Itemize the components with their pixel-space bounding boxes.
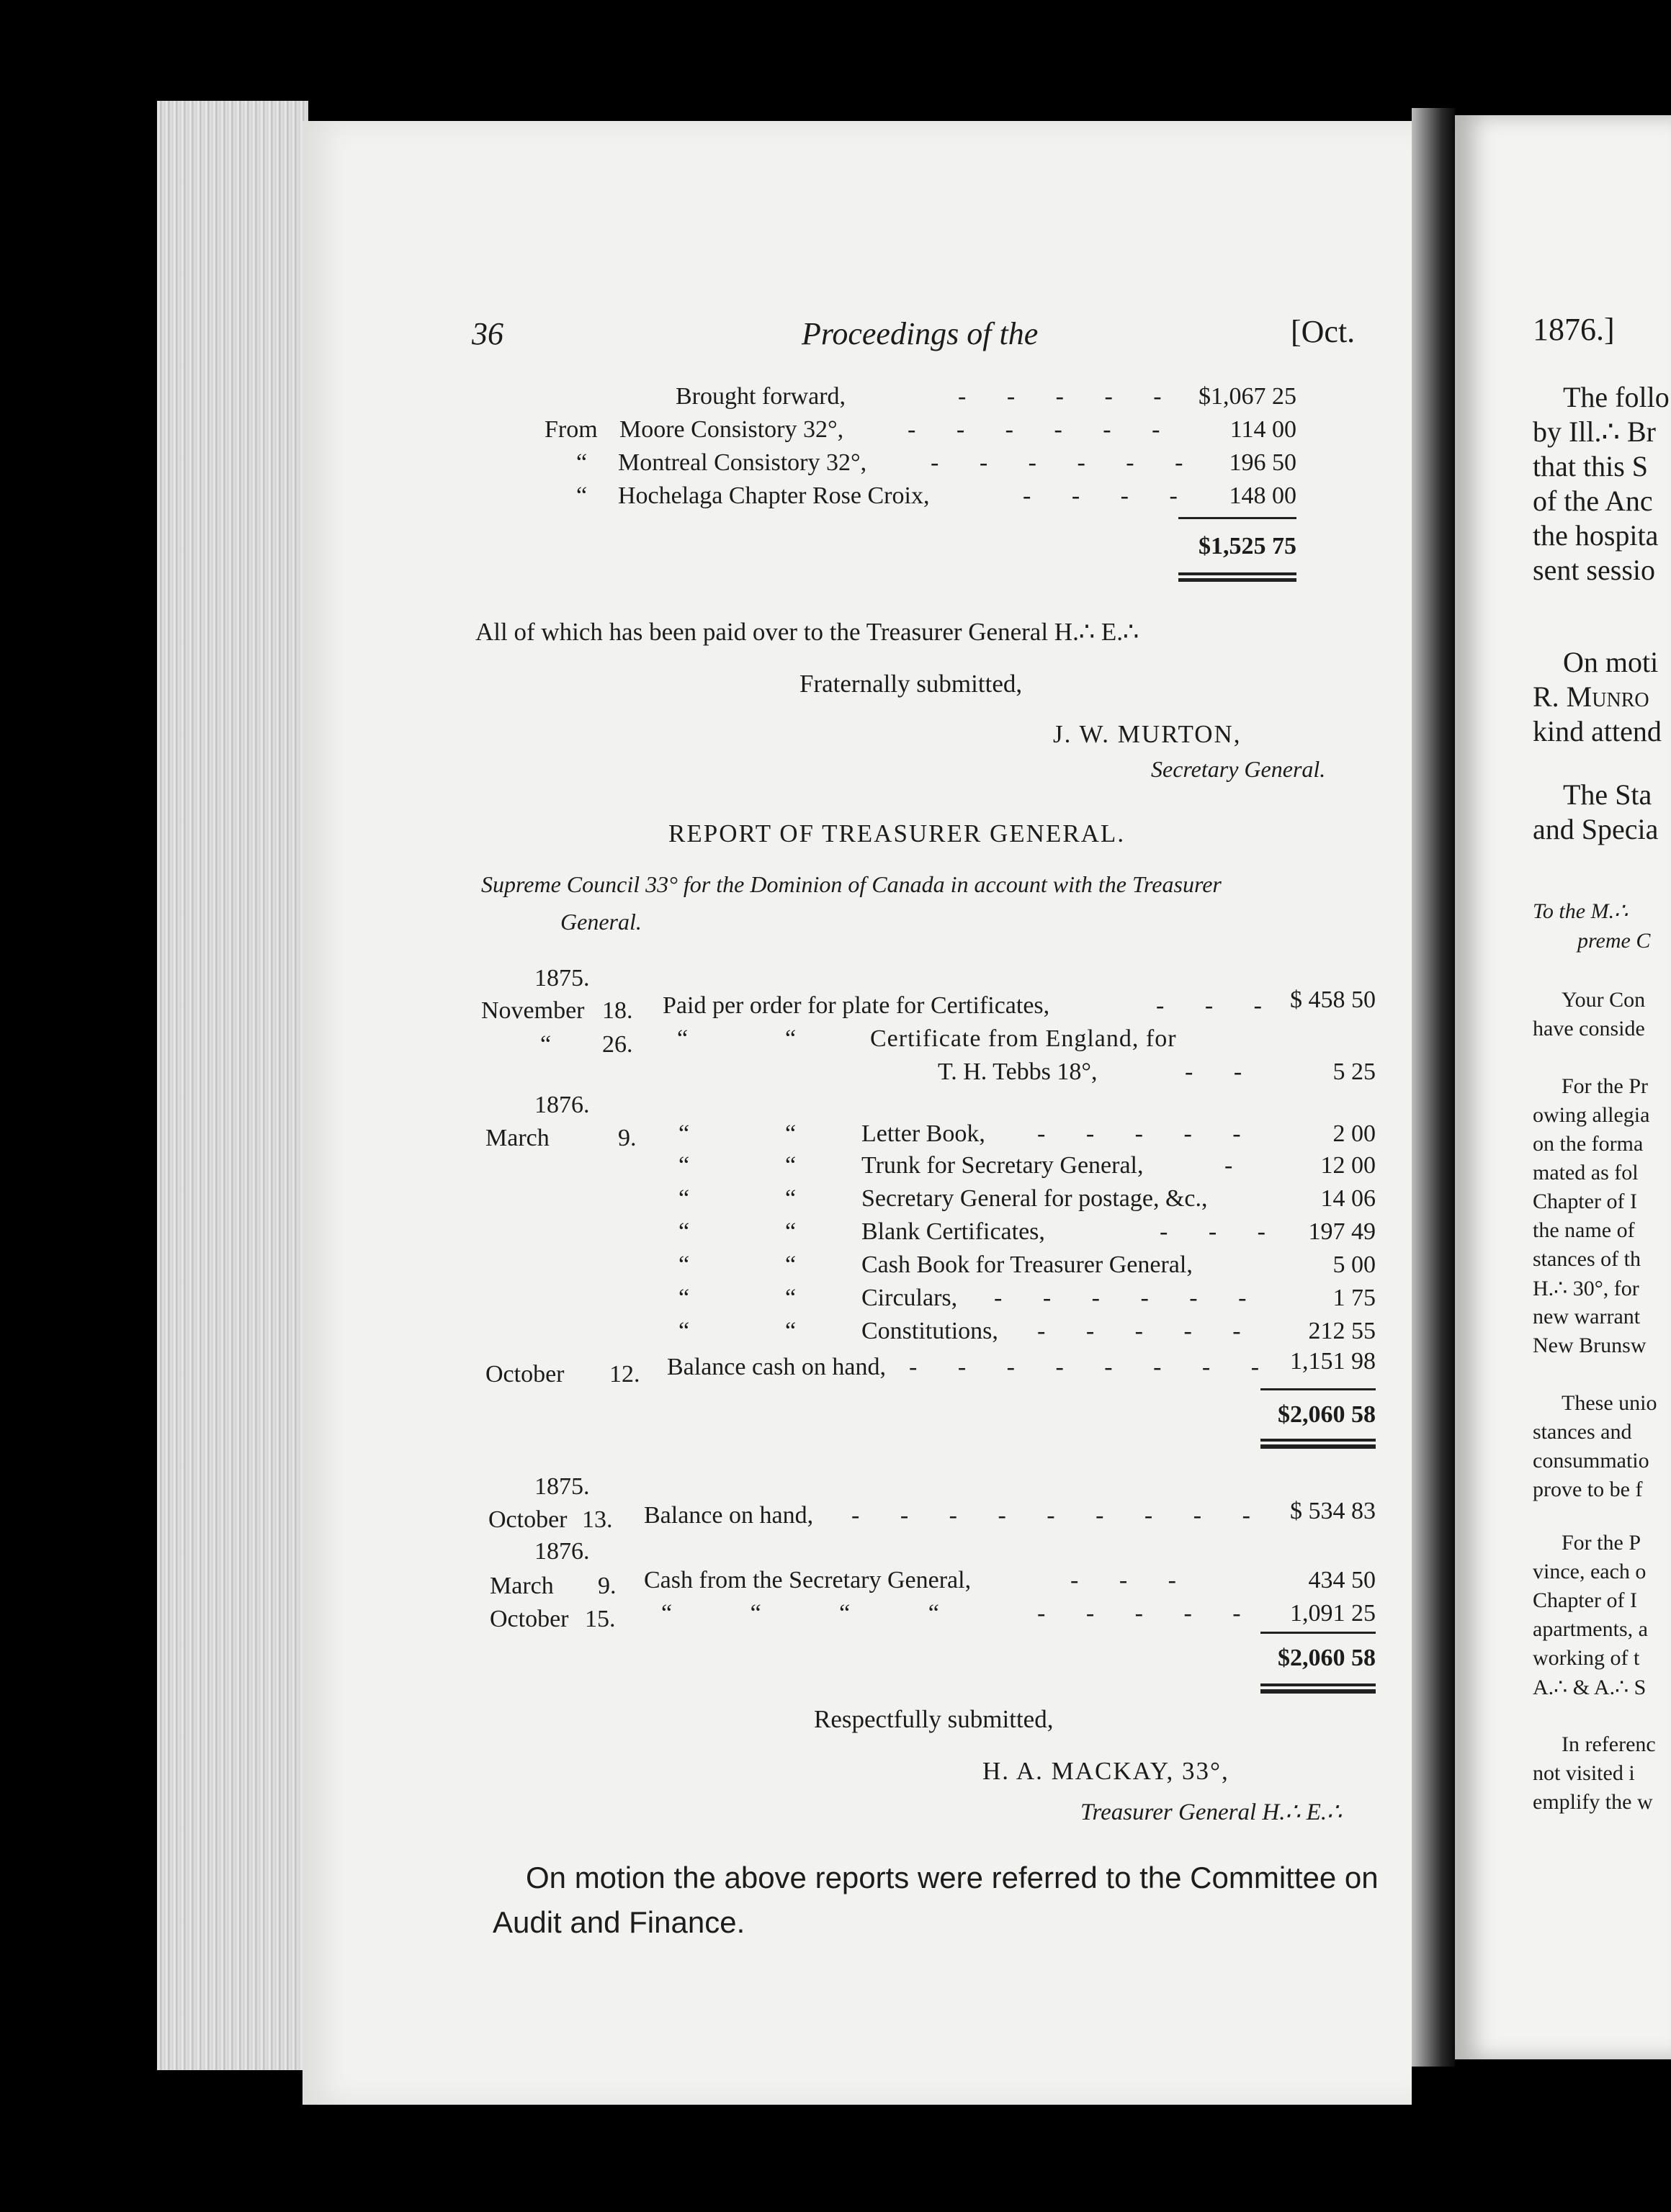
forward-total: $1,525 75 <box>1199 533 1296 559</box>
right-page-year: 1876.] <box>1533 312 1615 347</box>
right-small-line: For the P <box>1562 1531 1641 1555</box>
right-small-line: mated as fol <box>1533 1161 1639 1184</box>
payment-amount: 1 75 <box>1332 1285 1376 1311</box>
receipts-total-rule <box>1260 1689 1376 1694</box>
payment-day: 18. <box>602 997 633 1024</box>
ditto-mark: “ <box>785 1251 797 1278</box>
forward-text: Moore Consistory 32°, <box>619 416 844 443</box>
forward-leader: - - - - - - <box>931 449 1201 476</box>
right-text-line: the hospita <box>1533 519 1659 552</box>
payment-desc: Trunk for Secretary General, <box>861 1152 1144 1179</box>
payment-month: “ <box>540 1031 552 1058</box>
forward-text: Brought forward, <box>676 383 846 410</box>
right-text-line: kind attend <box>1533 715 1662 747</box>
payments-subtotal-rule <box>1260 1388 1376 1390</box>
forward-prefix: From <box>545 416 598 443</box>
receipt-leader: - - - - - <box>1037 1600 1258 1627</box>
forward-prefix: “ <box>576 449 588 476</box>
right-small-line: Your Con <box>1562 988 1646 1012</box>
forward-subtotal-rule <box>1178 517 1296 519</box>
payment-desc: Certificate from England, for <box>870 1025 1177 1052</box>
forward-text: Hochelaga Chapter Rose Croix, <box>618 482 930 509</box>
receipt-month: October <box>490 1606 569 1632</box>
forward-total-rule <box>1178 578 1296 582</box>
payment-desc: Paid per order for plate for Certificates, <box>663 992 1050 1019</box>
receipt-leader: - - - <box>1070 1567 1193 1593</box>
right-small-line: A.∴ & A.∴ S <box>1533 1676 1647 1699</box>
ditto-mark: “ <box>785 1318 797 1344</box>
right-small-line: Chapter of I <box>1533 1190 1637 1213</box>
ditto-mark: “ “ “ “ <box>661 1600 939 1627</box>
forward-total-rule <box>1178 572 1296 575</box>
forward-amount: $1,067 25 <box>1199 383 1296 410</box>
right-text-line: of the Anc <box>1533 485 1653 517</box>
right-small-line: owing allegia <box>1533 1103 1650 1127</box>
account-heading: Supreme Council 33° for the Dominion of Canada in account with the Treasurer <box>481 871 1222 897</box>
ditto-mark: “ <box>678 1152 690 1179</box>
payment-desc: T. H. Tebbs 18°, <box>938 1058 1098 1085</box>
right-text-line: The follo <box>1563 381 1670 413</box>
signer-name: J. W. MURTON, <box>1053 720 1242 748</box>
payment-leader: - - - - - - <box>994 1285 1264 1311</box>
ditto-mark: “ <box>785 1120 797 1147</box>
treasurer-title: Treasurer General H.∴ E.∴ <box>1080 1799 1343 1825</box>
ditto-mark: “ <box>785 1285 797 1311</box>
receipt-day: 13. <box>582 1506 613 1533</box>
running-title: Proceedings of the <box>802 316 1039 351</box>
year-label: 1876. <box>534 1092 590 1118</box>
page-number: 36 <box>472 316 503 351</box>
year-label: 1876. <box>534 1538 590 1565</box>
payment-amount: 5 00 <box>1332 1251 1376 1278</box>
ditto-mark: “ <box>785 1152 797 1179</box>
payment-desc: Cash Book for Treasurer General, <box>861 1251 1193 1278</box>
right-italic-line: preme C <box>1577 929 1651 953</box>
payment-day: 26. <box>602 1031 633 1058</box>
forward-amount: 114 00 <box>1229 416 1296 443</box>
forward-leader: - - - - - <box>958 383 1179 410</box>
receipt-amount: $ 534 83 <box>1290 1498 1376 1524</box>
payment-leader: - - - <box>1160 1218 1283 1245</box>
right-small-line: new warrant <box>1533 1305 1641 1328</box>
forward-leader: - - - - <box>1023 482 1195 509</box>
receipts-total: $2,060 58 <box>1278 1645 1376 1671</box>
payment-desc: Secretary General for postage, &c., <box>861 1185 1208 1212</box>
payment-leader: - - - - - <box>1037 1318 1258 1344</box>
book-page-edges <box>157 101 308 2070</box>
ditto-mark: “ <box>677 1025 689 1052</box>
ditto-mark: “ <box>678 1218 690 1245</box>
payment-amount: $ 458 50 <box>1290 986 1376 1013</box>
receipt-month: March <box>490 1573 554 1599</box>
ditto-mark: “ <box>678 1185 690 1212</box>
receipt-desc: Cash from the Secretary General, <box>644 1567 972 1593</box>
receipts-total-rule <box>1260 1683 1376 1686</box>
right-small-line: For the Pr <box>1562 1074 1648 1098</box>
receipt-day: 15. <box>585 1606 616 1632</box>
payment-month: November <box>481 997 585 1024</box>
motion-line: On motion the above reports were referred to the Committee on <box>526 1861 1379 1894</box>
ditto-mark: “ <box>785 1025 797 1052</box>
right-small-line: emplify the w <box>1533 1790 1653 1814</box>
forward-amount: 196 50 <box>1229 449 1296 476</box>
receipt-day: 9. <box>598 1573 617 1599</box>
payment-amount: 2 00 <box>1332 1120 1376 1147</box>
payment-amount: 197 49 <box>1308 1218 1376 1245</box>
payments-total-rule <box>1260 1439 1376 1442</box>
forward-amount: 148 00 <box>1229 482 1296 509</box>
right-small-line: prove to be f <box>1533 1478 1643 1501</box>
report-title: REPORT OF TREASURER GENERAL. <box>668 819 1126 848</box>
forward-leader: - - - - - - <box>908 416 1178 443</box>
right-small-line: consummatio <box>1533 1449 1649 1473</box>
ditto-mark: “ <box>678 1285 690 1311</box>
right-small-line: apartments, a <box>1533 1617 1648 1641</box>
right-small-line: vince, each o <box>1533 1560 1647 1583</box>
payment-desc: Blank Certificates, <box>861 1218 1045 1245</box>
receipt-leader: - - - - - - - - - <box>851 1502 1268 1529</box>
receipts-subtotal-rule <box>1260 1632 1376 1634</box>
right-text-line: R. Munro <box>1533 680 1649 713</box>
payment-month: March <box>485 1125 550 1151</box>
account-heading-cont: General. <box>560 909 642 935</box>
year-label: 1875. <box>534 965 590 992</box>
forward-text: Montreal Consistory 32°, <box>618 449 867 476</box>
receipt-amount: 1,091 25 <box>1290 1600 1376 1627</box>
right-small-line: New Brunsw <box>1533 1334 1647 1357</box>
fraternally-submitted: Fraternally submitted, <box>799 670 1023 698</box>
ditto-mark: “ <box>785 1185 797 1212</box>
payment-leader: - - - - - <box>1037 1120 1258 1147</box>
treasurer-name: H. A. MACKAY, 33°, <box>982 1757 1229 1785</box>
right-text-line: On moti <box>1563 646 1659 678</box>
motion-line-cont: Audit and Finance. <box>493 1905 745 1939</box>
respectfully-submitted: Respectfully submitted, <box>814 1705 1054 1733</box>
receipt-amount: 434 50 <box>1308 1567 1376 1593</box>
right-small-line: stances of th <box>1533 1247 1641 1271</box>
payment-day: 9. <box>618 1125 637 1151</box>
payment-leader: - - - <box>1156 992 1279 1019</box>
right-small-line: the name of <box>1533 1218 1635 1242</box>
ditto-mark: “ <box>785 1218 797 1245</box>
year-label: 1875. <box>534 1473 590 1500</box>
payment-leader: - - - - - - - - <box>909 1354 1277 1380</box>
right-small-line: not visited i <box>1533 1761 1635 1785</box>
signer-title: Secretary General. <box>1151 756 1326 782</box>
payment-leader: - - <box>1185 1058 1260 1085</box>
payments-total: $2,060 58 <box>1278 1401 1376 1428</box>
payments-total-rule <box>1260 1444 1376 1449</box>
ditto-mark: “ <box>678 1251 690 1278</box>
receipt-desc: Balance on hand, <box>644 1502 814 1529</box>
payment-month: October <box>485 1361 565 1388</box>
right-text-line: by Ill.∴ Br <box>1533 415 1656 448</box>
running-month: [Oct. <box>1291 314 1356 349</box>
right-text-line: sent sessio <box>1533 554 1655 586</box>
paid-note: All of which has been paid over to the Treasurer General H.∴ E.∴ <box>475 618 1139 646</box>
right-small-line: have conside <box>1533 1017 1645 1040</box>
payment-amount: 12 00 <box>1320 1152 1376 1179</box>
payment-amount: 14 06 <box>1320 1185 1376 1212</box>
right-small-line: H.∴ 30°, for <box>1533 1277 1639 1300</box>
payment-desc: Circulars, <box>861 1285 958 1311</box>
payment-desc: Constitutions, <box>861 1318 998 1344</box>
right-small-line: Chapter of I <box>1533 1588 1637 1612</box>
right-italic-line: To the M.∴ <box>1533 899 1629 923</box>
ditto-mark: “ <box>678 1120 690 1147</box>
receipt-month: October <box>488 1506 568 1533</box>
right-small-line: In referenc <box>1562 1732 1656 1756</box>
payment-desc: Balance cash on hand, <box>667 1354 886 1380</box>
book-gutter <box>1412 108 1455 2067</box>
right-page <box>1455 115 1671 2059</box>
right-small-line: working of t <box>1533 1646 1640 1670</box>
payment-amount: 1,151 98 <box>1290 1348 1376 1375</box>
payment-day: 12. <box>609 1361 640 1388</box>
ditto-mark: “ <box>678 1318 690 1344</box>
right-text-line: that this S <box>1533 450 1649 482</box>
payment-leader: - <box>1224 1152 1250 1179</box>
payment-amount: 5 25 <box>1332 1058 1376 1085</box>
right-text-line: The Sta <box>1563 778 1652 811</box>
right-small-line: stances and <box>1533 1420 1632 1444</box>
forward-prefix: “ <box>576 482 588 509</box>
right-text-line: and Specia <box>1533 813 1659 845</box>
right-small-line: These unio <box>1562 1391 1657 1415</box>
payment-desc: Letter Book, <box>861 1120 985 1147</box>
right-small-line: on the forma <box>1533 1132 1644 1156</box>
payment-amount: 212 55 <box>1308 1318 1376 1344</box>
